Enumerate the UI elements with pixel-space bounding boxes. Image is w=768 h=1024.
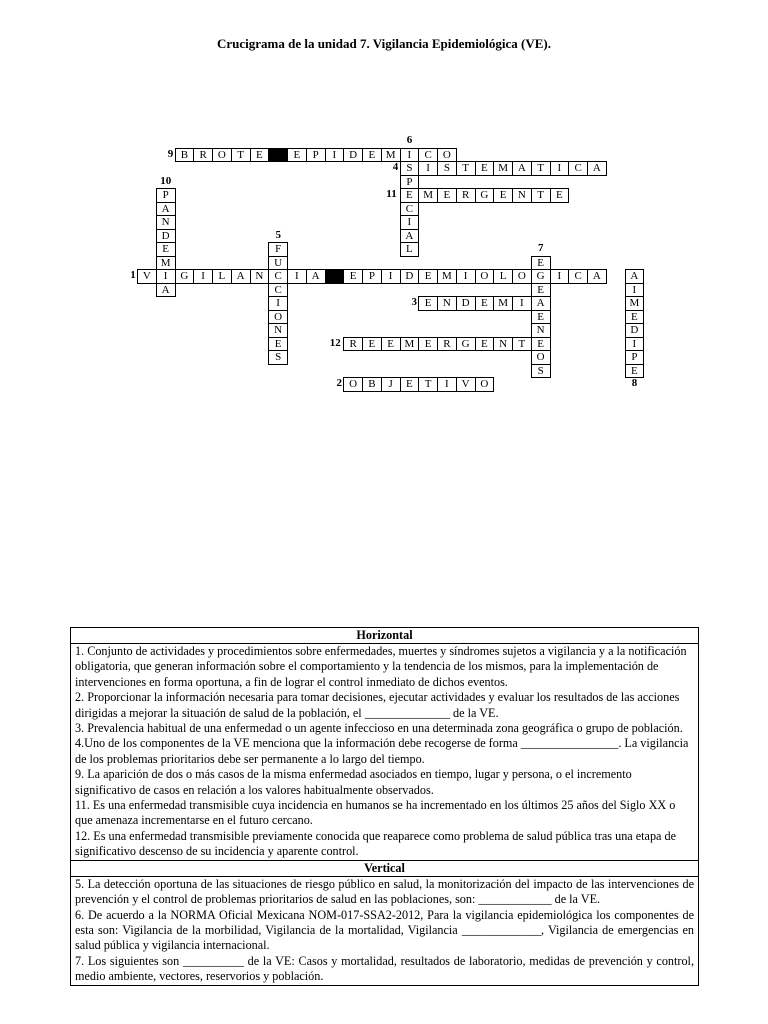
crossword-cell: A [400, 229, 420, 244]
crossword-cell: A [625, 269, 645, 284]
crossword-cell: N [156, 215, 176, 230]
crossword-cell: C [268, 269, 288, 284]
crossword-cell: P [306, 148, 326, 163]
crossword-cell: T [456, 161, 476, 176]
clue-vertical-6: 6. De acuerdo a la NORMA Oficial Mexicana NOM-017-SSA2-2012, Para la vigilancia epidemiológica los componentes de esta son: Vigilancia de la morbilidad, Vigilancia de la mortalidad, Vigilancia _____________, Vigilancia de emergencias en salud pública y vigilancia internacional. [75, 907, 694, 953]
horizontal-clues [71, 644, 698, 861]
crossword-block-cell [325, 269, 345, 284]
crossword-cell: R [343, 337, 363, 352]
crossword-cell: E [287, 148, 307, 163]
crossword-cell: M [625, 296, 645, 311]
crossword-cell: C [568, 161, 588, 176]
crossword-cell: I [625, 283, 645, 298]
crossword-cell: O [343, 377, 363, 392]
crossword-cell: C [418, 148, 438, 163]
crossword-cell: S [268, 350, 288, 365]
crossword-cell: I [437, 377, 457, 392]
vertical-header: Vertical [71, 861, 698, 877]
clue-number-7: 7 [538, 242, 544, 254]
crossword-cell: A [306, 269, 326, 284]
crossword-cell: I [400, 148, 420, 163]
crossword-cell: I [625, 337, 645, 352]
crossword-cell: R [456, 188, 476, 203]
clue-number-9: 9 [167, 147, 174, 160]
crossword-cell: G [475, 188, 495, 203]
crossword-cell: V [456, 377, 476, 392]
crossword-cell: E [362, 337, 382, 352]
crossword-cell: E [362, 148, 382, 163]
crossword-cell: N [512, 188, 532, 203]
crossword-cell: I [287, 269, 307, 284]
crossword-cell: I [193, 269, 213, 284]
crossword-cell: L [493, 269, 513, 284]
crossword-cell: E [531, 283, 551, 298]
crossword-cell: T [531, 161, 551, 176]
crossword-cell: S [531, 364, 551, 379]
crossword-cell: E [156, 242, 176, 257]
vertical-clues [71, 877, 698, 985]
crossword-cell: M [381, 148, 401, 163]
crossword-cell: T [231, 148, 251, 163]
clue-number-8: 8 [631, 377, 638, 389]
clue-horizontal-9: 9. La aparición de dos o más casos de la misma enfermedad asociados en tiempo, lugar y persona, o el incremento significativo de casos en relación a los valores habitualmente observados. [75, 767, 632, 797]
crossword-cell: T [512, 337, 532, 352]
clue-number-11: 11 [386, 188, 397, 200]
crossword-cell: E [418, 337, 438, 352]
crossword-cell: I [268, 296, 288, 311]
clue-horizontal-4: 4.Uno de los componentes de la VE menciona que la información debe recogerse de forma ________________. La vigilancia de los problemas prioritarios debe ser permanente a lo largo del tiempo. [75, 736, 689, 766]
clue-number-10: 10 [160, 174, 172, 187]
crossword-cell: E [531, 310, 551, 325]
crossword-cell: V [137, 269, 157, 284]
crossword-cell: F [268, 242, 288, 257]
crossword-cell: I [381, 269, 401, 284]
crossword-cell: A [156, 283, 176, 298]
clue-horizontal-12: 12. Es una enfermedad transmisible previamente conocida que reaparece como problema de salud pública tras una etapa de significativo descenso de su incidencia y aparente control. [75, 828, 676, 859]
crossword-cell: S [437, 161, 457, 176]
page-title: Crucigrama de la unidad 7. Vigilancia Epidemiológica (VE). [216, 36, 552, 51]
clue-number-3: 3 [411, 296, 417, 308]
crossword-cell: D [343, 148, 363, 163]
crossword-cell: B [175, 148, 195, 163]
crossword-cell: E [625, 364, 645, 379]
crossword-cell: P [362, 269, 382, 284]
crossword-cell: N [531, 323, 551, 338]
crossword-cell: E [531, 256, 551, 271]
crossword-cell: D [156, 229, 176, 244]
crossword-cell: M [156, 256, 176, 271]
clue-vertical-5: 5. La detección oportuna de las situaciones de riesgo público en salud, la monitorización del impacto de las intervenciones de prevención y el control de problemas prioritarios de salud en las poblaciones, son: ____________ de la VE. [75, 876, 694, 907]
crossword-cell: C [400, 202, 420, 217]
crossword-cell: P [400, 175, 420, 190]
crossword-cell: E [493, 188, 513, 203]
crossword-cell: A [587, 269, 607, 284]
crossword-cell: M [493, 296, 513, 311]
crossword-cell: E [418, 296, 438, 311]
crossword-cell: E [475, 296, 495, 311]
clue-number-4: 4 [392, 161, 399, 173]
crossword-cell: M [493, 161, 513, 176]
crossword-cell: C [568, 269, 588, 284]
crossword-cell: J [381, 377, 401, 392]
crossword-cell: A [587, 161, 607, 176]
clue-number-5: 5 [275, 228, 281, 241]
clue-number-1: 1 [130, 269, 136, 281]
crossword-cell: E [343, 269, 363, 284]
clue-number-2: 2 [336, 377, 342, 389]
crossword-cell: D [456, 296, 476, 311]
crossword-cell: R [193, 148, 213, 163]
crossword-cell: E [625, 310, 645, 325]
crossword-cell: O [475, 269, 495, 284]
crossword-cell: D [625, 323, 645, 338]
crossword-cell: E [400, 377, 420, 392]
crossword-cell: I [512, 296, 532, 311]
crossword-cell: G [175, 269, 195, 284]
crossword-cell: M [400, 337, 420, 352]
crossword-cell: I [325, 148, 345, 163]
clue-number-6: 6 [406, 134, 413, 146]
crossword-cell: A [231, 269, 251, 284]
clue-horizontal-1: 1. Conjunto de actividades y procedimientos sobre enfermedades, muertes y síndromes sujetos a vigilancia y a la notificación obligatoria, que generan información sobre el comportamiento y la tendencia de los mismos, para la implementación de intervenciones en forma oportuna, a fin de lograr el control inmediato de dichos eventos. [75, 644, 687, 689]
crossword-cell: I [418, 161, 438, 176]
crossword-cell: L [400, 242, 420, 257]
crossword-cell: N [437, 296, 457, 311]
crossword-cell: T [418, 377, 438, 392]
crossword-cell: L [212, 269, 232, 284]
crossword-cell: E [531, 337, 551, 352]
crossword-cell: E [437, 188, 457, 203]
crossword-cell: I [550, 269, 570, 284]
crossword-cell: M [418, 188, 438, 203]
crossword-cell: N [493, 337, 513, 352]
clues-table [70, 627, 699, 986]
crossword-cell: E [400, 188, 420, 203]
crossword-cell: O [437, 148, 457, 163]
crossword-cell: T [531, 188, 551, 203]
crossword-cell: O [512, 269, 532, 284]
crossword-cell: C [268, 283, 288, 298]
clue-vertical-7: 7. Los siguientes son __________ de la VE: Casos y mortalidad, resultados de laboratorio, medidas de prevención y control, medio ambiente, vectores, reservorios y población. [75, 953, 694, 984]
crossword-cell: N [250, 269, 270, 284]
crossword-cell: O [531, 350, 551, 365]
crossword-cell: D [400, 269, 420, 284]
clue-number-12: 12 [329, 336, 341, 349]
horizontal-header: Horizontal [71, 628, 698, 644]
crossword-cell: E [381, 337, 401, 352]
crossword-cell: U [268, 256, 288, 271]
crossword-grid [0, 0, 768, 420]
crossword-cell: G [456, 337, 476, 352]
crossword-cell: B [362, 377, 382, 392]
clue-horizontal-11: 11. Es una enfermedad transmisible cuya incidencia en humanos se ha incrementado en los últimos 25 años del Siglo XX o que amenaza incrementarse en el futuro cercano. [75, 798, 676, 828]
crossword-cell: A [512, 161, 532, 176]
crossword-cell: M [437, 269, 457, 284]
clue-horizontal-3: 3. Prevalencia habitual de una enfermedad o un agente infeccioso en una determinada zona geográfica o grupo de población. [75, 721, 683, 736]
crossword-cell: I [400, 215, 420, 230]
crossword-cell: E [418, 269, 438, 284]
crossword-cell: R [437, 337, 457, 352]
crossword-cell: E [475, 337, 495, 352]
crossword-cell: E [475, 161, 495, 176]
crossword-cell: P [625, 350, 645, 365]
crossword-cell: G [531, 269, 551, 284]
crossword-cell: A [156, 202, 176, 217]
crossword-cell: N [268, 323, 288, 338]
crossword-cell: E [550, 188, 570, 203]
crossword-cell: I [550, 161, 570, 176]
crossword-cell: E [250, 148, 270, 163]
crossword-cell: I [456, 269, 476, 284]
crossword-cell: O [268, 310, 288, 325]
clue-horizontal-2: 2. Proporcionar la información necesaria para tomar decisiones, ejecutar actividades y evaluar los resultados de las acciones dirigidas a mejorar la situación de salud de la población, el ______________ de la VE. [75, 690, 680, 720]
crossword-cell: I [156, 269, 176, 284]
crossword-cell: S [400, 161, 420, 176]
crossword-block-cell [268, 148, 288, 163]
crossword-cell: E [268, 337, 288, 352]
crossword-cell: A [531, 296, 551, 311]
crossword-cell: O [475, 377, 495, 392]
crossword-cell: P [156, 188, 176, 203]
crossword-cell: O [212, 148, 232, 163]
